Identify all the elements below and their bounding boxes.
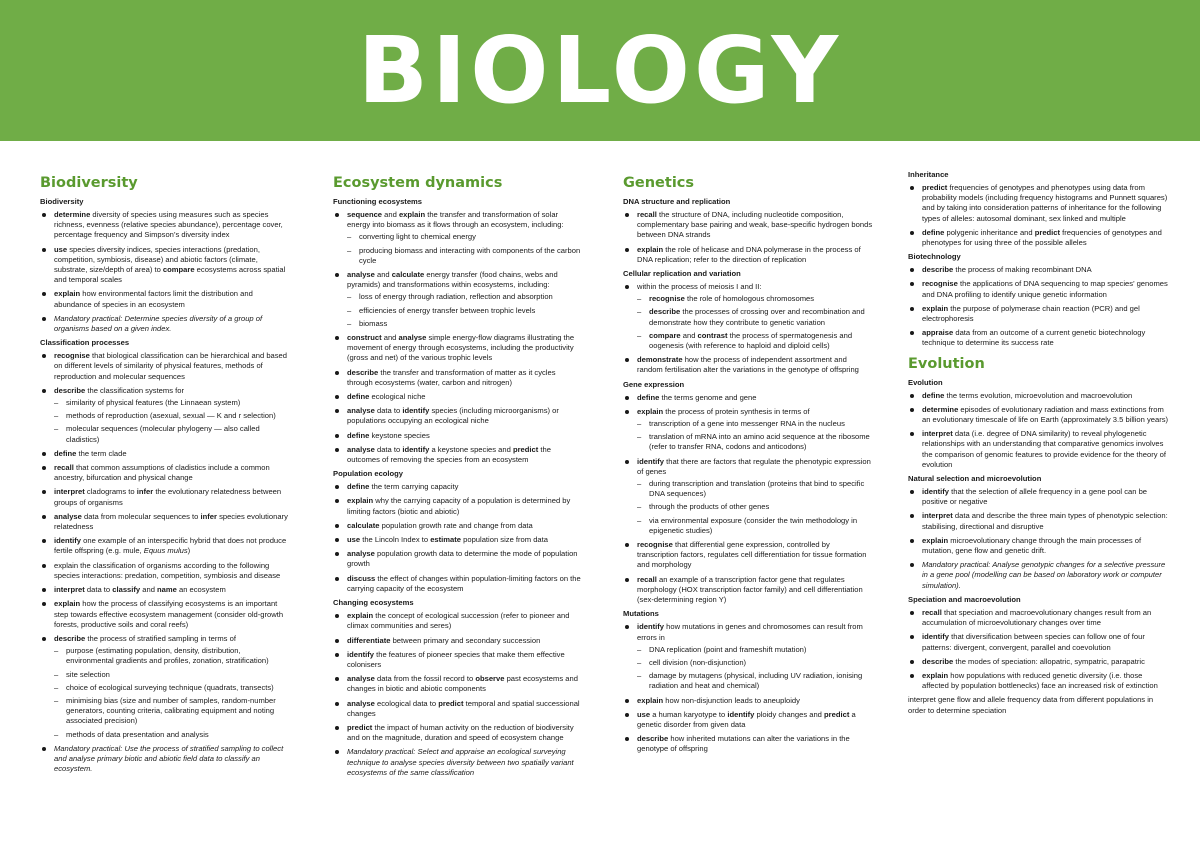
list-item: use a human karyotype to identify ploidy changes and predict a genetic disorder from given data [623, 710, 873, 730]
list-item: within the process of meiosis I and II: – recognise the role of homologous chromosomes – describe the processes of crossing over and recombination and demonstrate how they contribute to genetic variation – compare and contrast the process of spermatogenesis and oogenesis (with reference to haploid and diploid cells) [623, 282, 873, 351]
list-item: recognise that biological classification can be hierarchical and based on different levels of similarity of physical features, methods of reproduction and molecular sequences [40, 351, 288, 382]
list-item: explain why the carrying capacity of a population is determined by limiting factors (biotic and abiotic) [333, 496, 583, 516]
list-item: interpret cladograms to infer the evolutionary relatedness between groups of organisms [40, 487, 288, 507]
list-item: describe the transfer and transformation of matter as it cycles through ecosystems (water, carbon and nitrogen) [333, 368, 583, 388]
list-item: analyse data from molecular sequences to infer species evolutionary relatedness [40, 512, 288, 532]
list-item: identify that diversification between species can follow one of four patterns: divergent, convergent, parallel and coevolution [908, 632, 1170, 652]
list-item: recall that common assumptions of cladistics include a common ancestry, bifurcation and physical change [40, 463, 288, 483]
dash-item: – cell division (non-disjunction) [637, 658, 873, 668]
list-item: describe the process of making recombinant DNA [908, 265, 1170, 275]
list-item: explain the purpose of polymerase chain reaction (PCR) and gel electrophoresis [908, 304, 1170, 324]
list-item: explain the role of helicase and DNA polymerase in the process of DNA replication; refer to the direction of replication [623, 245, 873, 265]
bullet-list [908, 487, 1170, 591]
bullet-list [40, 210, 288, 334]
list-item: describe the process of stratified sampling in terms of – purpose (estimating population, density, distribution, environmental gradients and profiles, zonation, stratification) – site selection – choice of ecological surveying technique (quadrats, transects) – minimising bias (size and number of samples, random-number generators, counting criteria, calibrating equipment and noting associated precision) – methods of data presentation and analysis [40, 634, 288, 740]
column-inheritance-evolution [908, 168, 1170, 716]
list-item: determine diversity of species using measures such as species richness, evenness (relative species abundance), percentage cover, percentage frequency and Simpson’s diversity index [40, 210, 288, 241]
dash-list [347, 232, 583, 266]
bullet-list [908, 608, 1170, 691]
dash-item: – purpose (estimating population, density, distribution, environmental gradients and profiles, zonation, stratification) [54, 646, 288, 666]
list-item: define the terms genome and gene [623, 393, 873, 403]
list-item: identify the features of pioneer species that make them effective colonisers [333, 650, 583, 670]
list-item: explain the concept of ecological succession (refer to pioneer and climax communities and seres) [333, 611, 583, 631]
dash-item: – site selection [54, 670, 288, 680]
list-item: determine episodes of evolutionary radiation and mass extinctions from an evolutionary timescale of life on Earth (approximately 3.5 billion years) [908, 405, 1170, 425]
list-item: describe the classification systems for – similarity of physical features (the Linnaean system) – methods of reproduction (asexual, sexual — K and r selection) – molecular sequences (molecular phylogeny — also called cladistics) [40, 386, 288, 445]
list-item: define the term carrying capacity [333, 482, 583, 492]
dash-list [637, 419, 873, 453]
list-item: demonstrate how the process of independent assortment and random fertilisation alter the variations in the genotype of offspring [623, 355, 873, 375]
list-item: analyse and calculate energy transfer (food chains, webs and pyramids) and transformations within ecosystems, including: – loss of energy through radiation, reflection and absorption – efficiencies of energy transfer between trophic levels – biomass [333, 270, 583, 329]
dash-item: – recognise the role of homologous chromosomes [637, 294, 873, 304]
bullet-list [623, 210, 873, 265]
column-biodiversity [40, 168, 288, 778]
dash-item: – damage by mutagens (physical, including UV radiation, ionising radiation and heat and chemical) [637, 671, 873, 691]
list-item: recognise that differential gene expression, controlled by transcription factors, regulates cell differentiation for tissue formation and morphology [623, 540, 873, 571]
dash-item: – via environmental exposure (consider the twin methodology in epigenetic studies) [637, 516, 873, 536]
list-item: differentiate between primary and secondary succession [333, 636, 583, 646]
subheading: Evolution [908, 377, 943, 387]
list-item: identify how mutations in genes and chromosomes can result from errors in – DNA replication (point and frameshift mutation) – cell division (non-disjunction) – damage by mutagens (physical, including UV radiation, ionising radiation and heat and chemical) [623, 622, 873, 691]
list-item: define the term clade [40, 449, 288, 459]
subheading: Biodiversity [40, 197, 84, 206]
list-item: explain how non-disjunction leads to aneuploidy [623, 696, 873, 706]
subheading: Natural selection and microevolution [908, 474, 1042, 484]
dash-list [347, 292, 583, 329]
dash-item: – DNA replication (point and frameshift mutation) [637, 645, 873, 655]
mandatory-practical: Mandatory practical: Select and appraise an ecological surveying technique to analyse species diversity between two spatially variant ecosystems of the same classification [333, 747, 583, 778]
page-title: BIOLOGY [357, 16, 843, 124]
list-item: explain the process of protein synthesis in terms of – transcription of a gene into messenger RNA in the nucleus – translation of mRNA into an amino acid sequence at the ribosome (refer to transfer RNA, codons and anticodons) [623, 407, 873, 453]
list-item: interpret data to classify and name an ecosystem [40, 585, 288, 595]
list-item: recall the structure of DNA, including nucleotide composition, complementary base pairing and weak, base-specific hydrogen bonds between DNA strands [623, 210, 873, 241]
list-item: construct and analyse simple energy-flow diagrams illustrating the movement of energy through ecosystems, including the productivity (gross and net) of the various trophic levels [333, 333, 583, 364]
list-item: analyse data to identify a keystone species and predict the outcomes of removing the species from an ecosystem [333, 445, 583, 465]
dash-item: – choice of ecological surveying technique (quadrats, transects) [54, 683, 288, 693]
section-title: Biodiversity [40, 175, 138, 191]
subheading: Classification processes [40, 338, 130, 348]
section-title: Evolution [908, 355, 985, 372]
column-ecosystem-dynamics [333, 168, 583, 782]
list-item: identify that there are factors that regulate the phenotypic expression of genes – during transcription and translation (proteins that bind to specific DNA sequences) – through the products of other genes – via environmental exposure (consider the twin methodology in epigenetic studies) [623, 457, 873, 536]
list-item: define keystone species [333, 431, 583, 441]
list-item: use species diversity indices, species interactions (predation, competition, symbiosis, disease) and abiotic factors (climate, substrate, size/depth of area) to compare ecosystems across spatial and temporal scales [40, 245, 288, 286]
section-title: Genetics [623, 175, 695, 191]
dash-item: – through the products of other genes [637, 502, 873, 512]
dash-item: – loss of energy through radiation, reflection and absorption [347, 292, 583, 302]
list-item: analyse ecological data to predict temporal and spatial successional changes [333, 699, 583, 719]
list-item: explain microevolutionary change through the main processes of mutation, gene flow and genetic drift. [908, 536, 1170, 556]
dash-list [54, 646, 288, 740]
list-item: define the terms evolution, microevolution and macroevolution [908, 391, 1170, 401]
list-item: predict the impact of human activity on the reduction of biodiversity and on the magnitude, duration and speed of ecosystem change [333, 723, 583, 743]
bullet-list [908, 391, 1170, 470]
subheading: Population ecology [333, 469, 404, 479]
content-columns [0, 168, 1200, 844]
subheading: Gene expression [623, 379, 685, 389]
list-item: explain how environmental factors limit the distribution and abundance of species in an ecosystem [40, 289, 288, 309]
subheading: Biotechnology [908, 252, 961, 262]
list-item: calculate population growth rate and change from data [333, 521, 583, 531]
mandatory-practical: Mandatory practical: Determine species diversity of a group of organisms based on a given index. [40, 314, 288, 334]
list-item: sequence and explain the transfer and transformation of solar energy into biomass as it flows through an ecosystem, including: – converting light to chemical energy – producing biomass and interacting with components of the carbon cycle [333, 210, 583, 266]
dash-item: – methods of data presentation and analysis [54, 730, 288, 740]
dash-item: – converting light to chemical energy [347, 232, 583, 242]
list-item: appraise data from an outcome of a current genetic biotechnology technique to determine its success rate [908, 328, 1170, 348]
list-item: explain how the process of classifying ecosystems is an important step towards effective ecosystem management (consider old-growth forests, productive soils and coral reefs) [40, 599, 288, 630]
list-item: interpret data and describe the three main types of phenotypic selection: stabilising, directional and disruptive [908, 511, 1170, 531]
dash-item: – biomass [347, 319, 583, 329]
bullet-list [333, 482, 583, 594]
bullet-list [623, 393, 873, 606]
list-item: use the Lincoln Index to estimate population size from data [333, 535, 583, 545]
list-item: analyse data to identify species (including microorganisms) or populations occupying an ecological niche [333, 406, 583, 426]
bullet-list [908, 265, 1170, 348]
dash-item: – transcription of a gene into messenger RNA in the nucleus [637, 419, 873, 429]
list-item: describe the modes of speciation: allopatric, sympatric, parapatric [908, 657, 1170, 667]
dash-item: – similarity of physical features (the Linnaean system) [54, 398, 288, 408]
subheading: DNA structure and replication [623, 197, 731, 206]
mandatory-practical: Mandatory practical: Analyse genotypic changes for a selective pressure in a gene pool (modelling can be based on laboratory work or computer simulation). [908, 560, 1170, 591]
list-item: explain the classification of organisms according to the following species interactions: predation, competition, symbiosis and disease [40, 561, 288, 581]
list-item: predict frequencies of genotypes and phenotypes using data from probability models (including frequency histograms and Punnett squares) and by taking into consideration patterns of inheritance for the following types of alleles: autosomal dominant, sex linked and multiple [908, 183, 1170, 224]
dash-list [637, 294, 873, 351]
bullet-list [623, 282, 873, 376]
subheading: Changing ecosystems [333, 598, 414, 608]
dash-item: – compare and contrast the process of spermatogenesis and oogenesis (with reference to haploid and diploid cells) [637, 331, 873, 351]
dash-item: – methods of reproduction (asexual, sexual — K and r selection) [54, 411, 288, 421]
list-item: recall that speciation and macroevolutionary changes result from an accumulation of microevolutionary changes over time [908, 608, 1170, 628]
list-item: describe how inherited mutations can alter the variations in the genotype of offspring [623, 734, 873, 754]
list-item: analyse data from the fossil record to observe past ecosystems and changes in biotic and abiotic components [333, 674, 583, 694]
list-item: define polygenic inheritance and predict frequencies of genotypes and phenotypes for using three of the possible alleles [908, 228, 1170, 248]
subheading: Inheritance [908, 170, 949, 179]
dash-item: – minimising bias (size and number of samples, random-number generators, counting criteria, calibrating equipment and noting associated precision) [54, 696, 288, 727]
dash-list [637, 479, 873, 536]
list-item: recall an example of a transcription factor gene that regulates morphology (HOX transcription factor family) and cell differentiation (sex-determining region Y) [623, 575, 873, 606]
dash-item: – efficiencies of energy transfer between trophic levels [347, 306, 583, 316]
dash-item: – during transcription and translation (proteins that bind to specific DNA sequences) [637, 479, 873, 499]
list-item: interpret data (i.e. degree of DNA similarity) to reveal phylogenetic relationships with an understanding that comparative genomics involves the comparison of genomic features to provide evidence for the theory of evolution [908, 429, 1170, 470]
column-genetics [623, 168, 873, 759]
footer-note: interpret gene flow and allele frequency data from different populations in order to determine speciation [908, 695, 1154, 715]
list-item: analyse population growth data to determine the mode of population growth [333, 549, 583, 569]
bullet-list [623, 622, 873, 754]
bullet-list [333, 210, 583, 465]
list-item: recognise the applications of DNA sequencing to map species’ genomes and DNA profiling to identify unique genetic information [908, 279, 1170, 299]
list-item: discuss the effect of changes within population-limiting factors on the carrying capacity of the ecosystem [333, 574, 583, 594]
dash-list [54, 398, 288, 445]
bullet-list [40, 351, 288, 774]
subheading: Cellular replication and variation [623, 269, 741, 279]
section-title: Ecosystem dynamics [333, 175, 503, 191]
list-item: define ecological niche [333, 392, 583, 402]
mandatory-practical: Mandatory practical: Use the process of stratified sampling to collect and analyse primary biotic and abiotic field data to classify an ecosystem. [40, 744, 288, 775]
title-banner [0, 0, 1200, 141]
list-item: identify that the selection of allele frequency in a gene pool can be positive or negative [908, 487, 1170, 507]
list-item: identify one example of an interspecific hybrid that does not produce fertile offspring (e.g. mule, Equus mulus) [40, 536, 288, 556]
dash-item: – molecular sequences (molecular phylogeny — also called cladistics) [54, 424, 288, 444]
dash-list [637, 645, 873, 692]
bullet-list [333, 611, 583, 778]
list-item: explain how populations with reduced genetic diversity (i.e. those affected by population bottlenecks) face an increased risk of extinction [908, 671, 1170, 691]
dash-item: – translation of mRNA into an amino acid sequence at the ribosome (refer to transfer RNA, codons and anticodons) [637, 432, 873, 452]
dash-item: – producing biomass and interacting with components of the carbon cycle [347, 246, 583, 266]
dash-item: – describe the processes of crossing over and recombination and demonstrate how they contribute to genetic variation [637, 307, 873, 327]
subheading: Functioning ecosystems [333, 197, 423, 206]
bullet-list [908, 183, 1170, 248]
subheading: Mutations [623, 609, 659, 619]
subheading: Speciation and macroevolution [908, 594, 1021, 604]
